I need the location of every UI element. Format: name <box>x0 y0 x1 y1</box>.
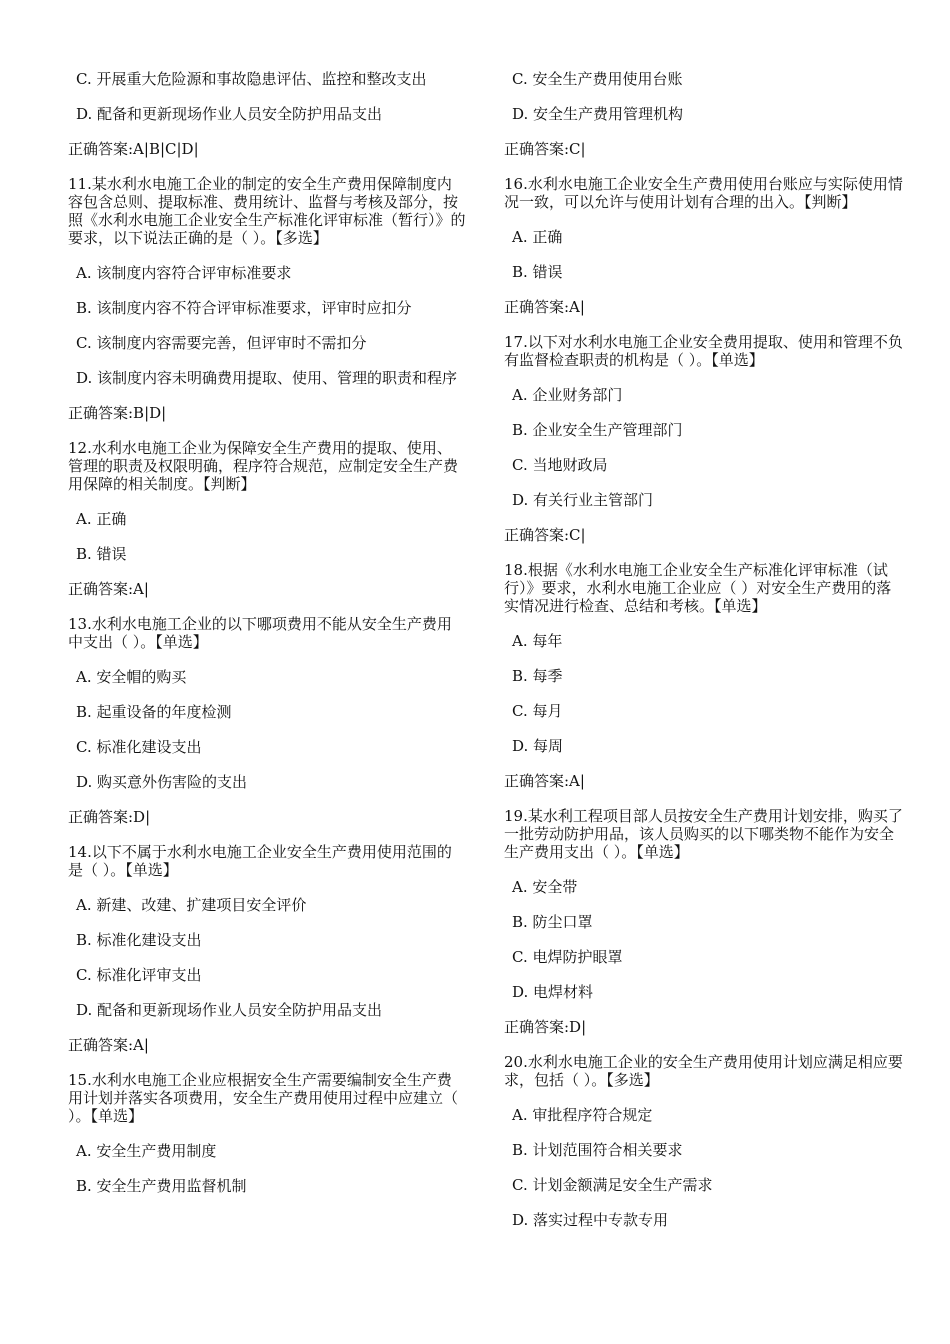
right-column <box>504 70 904 1246</box>
answer-option: A. 安全生产费用制度 <box>76 1142 217 1160</box>
answer-option: A. 新建、改建、扩建项目安全评价 <box>76 896 307 914</box>
answer-option: C. 该制度内容需要完善，但评审时不需扣分 <box>76 334 367 352</box>
correct-answer: 正确答案:A| <box>504 772 585 790</box>
left-column <box>68 70 466 1212</box>
answer-option: D. 有关行业主管部门 <box>512 491 654 509</box>
answer-option: B. 该制度内容不符合评审标准要求，评审时应扣分 <box>76 299 412 317</box>
question-text: 11.某水利水电施工企业的制定的安全生产费用保障制度内容包含总则、提取标准、费用统计、监督与考核及部分，按照《水利水电施工企业安全生产标准化评审标准（暂行）》的要求，以下说法正确的是（ ）。【多选】 <box>68 175 466 247</box>
correct-answer: 正确答案:B|D| <box>68 404 167 422</box>
question-text: 19.某水利工程项目部人员按安全生产费用计划安排，购买了一批劳动防护用品，该人员购买的以下哪类物不能作为安全生产费用支出（ ）。【单选】 <box>504 807 903 861</box>
answer-option: C. 标准化建设支出 <box>76 738 202 756</box>
question-text: 20.水利水电施工企业的安全生产费用使用计划应满足相应要求，包括（ ）。【多选】 <box>504 1053 903 1089</box>
correct-answer: 正确答案:C| <box>504 526 586 544</box>
answer-option: C. 标准化评审支出 <box>76 966 202 984</box>
answer-option: B. 每季 <box>512 667 563 685</box>
correct-answer: 正确答案:C| <box>504 140 586 158</box>
answer-option: B. 错误 <box>512 263 563 281</box>
answer-option: B. 起重设备的年度检测 <box>76 703 232 721</box>
answer-option: B. 企业安全生产管理部门 <box>512 421 683 439</box>
answer-option: C. 计划金额满足安全生产需求 <box>512 1176 713 1194</box>
answer-option: A. 该制度内容符合评审标准要求 <box>76 264 292 282</box>
answer-option: C. 当地财政局 <box>512 456 608 474</box>
answer-option: C. 安全生产费用使用台账 <box>512 70 683 88</box>
answer-option: A. 审批程序符合规定 <box>512 1106 653 1124</box>
answer-option: C. 每月 <box>512 702 563 720</box>
answer-option: D. 购买意外伤害险的支出 <box>76 773 248 791</box>
answer-option: A. 安全带 <box>512 878 578 896</box>
answer-option: D. 每周 <box>512 737 564 755</box>
answer-option: D. 该制度内容未明确费用提取、使用、管理的职责和程序 <box>76 369 458 387</box>
correct-answer: 正确答案:D| <box>504 1018 587 1036</box>
answer-option: A. 正确 <box>512 228 563 246</box>
answer-option: B. 防尘口罩 <box>512 913 593 931</box>
question-text: 15.水利水电施工企业应根据安全生产需要编制安全生产费用计划并落实各项费用，安全生产费用使用过程中应建立（ ）。【单选】 <box>68 1071 459 1125</box>
answer-option: D. 电焊材料 <box>512 983 594 1001</box>
question-text: 16.水利水电施工企业安全生产费用使用台账应与实际使用情况一致，可以允许与使用计划有合理的出入。【判断】 <box>504 175 903 211</box>
answer-option: D. 配备和更新现场作业人员安全防护用品支出 <box>76 1001 383 1019</box>
answer-option: A. 正确 <box>76 510 127 528</box>
answer-option: A. 每年 <box>512 632 563 650</box>
question-text: 13.水利水电施工企业的以下哪项费用不能从安全生产费用中支出（ ）。【单选】 <box>68 615 452 651</box>
answer-option: B. 安全生产费用监督机制 <box>76 1177 247 1195</box>
answer-option: A. 企业财务部门 <box>512 386 623 404</box>
correct-answer: 正确答案:A| <box>68 1036 149 1054</box>
answer-option: D. 配备和更新现场作业人员安全防护用品支出 <box>76 105 383 123</box>
answer-option: D. 安全生产费用管理机构 <box>512 105 684 123</box>
answer-option: B. 错误 <box>76 545 127 563</box>
answer-option: C. 电焊防护眼罩 <box>512 948 623 966</box>
correct-answer: 正确答案:D| <box>68 808 151 826</box>
question-text: 17.以下对水利水电施工企业安全费用提取、使用和管理不负有监督检查职责的机构是（ ）。【单选】 <box>504 333 903 369</box>
correct-answer: 正确答案:A| <box>68 580 149 598</box>
answer-option: A. 安全帽的购买 <box>76 668 187 686</box>
answer-option: D. 落实过程中专款专用 <box>512 1211 669 1229</box>
answer-option: B. 标准化建设支出 <box>76 931 202 949</box>
correct-answer: 正确答案:A| <box>504 298 585 316</box>
answer-option: C. 开展重大危险源和事故隐患评估、监控和整改支出 <box>76 70 427 88</box>
question-text: 18.根据《水利水电施工企业安全生产标准化评审标准（试行）》要求，水利水电施工企业应（ ）对安全生产费用的落实情况进行检查、总结和考核。【单选】 <box>504 561 892 615</box>
question-text: 12.水利水电施工企业为保障安全生产费用的提取、使用、管理的职责及权限明确，程序符合规范，应制定安全生产费用保障的相关制度。【判断】 <box>68 439 459 493</box>
answer-option: B. 计划范围符合相关要求 <box>512 1141 683 1159</box>
correct-answer: 正确答案:A|B|C|D| <box>68 140 199 158</box>
question-text: 14.以下不属于水利水电施工企业安全生产费用使用范围的是（ ）。【单选】 <box>68 843 452 879</box>
